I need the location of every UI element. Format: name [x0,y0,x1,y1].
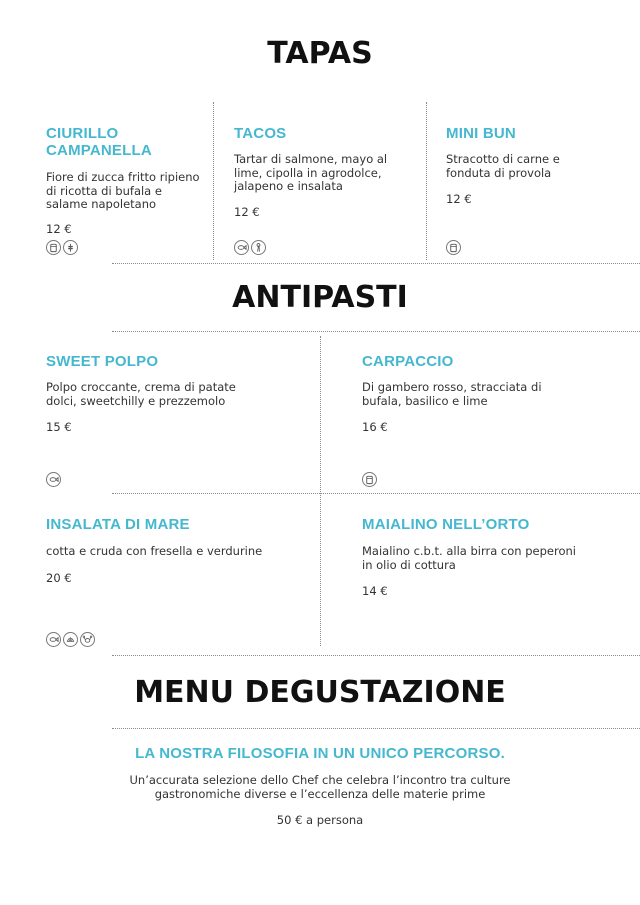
dish-desc-tacos: Tartar di salmone, mayo al lime, cipolla in agrodolce, jalapeno e insalata [234,152,388,193]
allergen-icons-carpaccio [362,472,377,487]
dish-price-carpaccio: 16 € [362,420,388,434]
dish-desc-carpaccio: Di gambero rosso, stracciata di bufala, basilico e lime [362,380,542,408]
dish-price-tacos: 12 € [234,205,260,219]
dish-desc-maialino: Maialino c.b.t. alla birra con peperoni in olio di cottura [362,544,576,572]
dish-price-ciurillo: 12 € [46,222,72,236]
allergen-icons-tacos [234,240,266,255]
antipasti-divider [320,336,321,646]
antipasti-middle-divider [112,493,640,494]
allergen-icons-mini-bun [446,240,461,255]
degustazione-desc-text: Un’accurata selezione dello Chef che celebra l’incontro tra culture gastronomiche diverse e l’eccellenza delle materie prime [129,773,511,801]
tapas-divider-1 [213,102,214,260]
degustazione-title: MENU DEGUSTAZIONE [134,675,506,710]
dish-title-insalata-di-mare: INSALATA DI MARE [46,516,190,533]
allergen-icons-ciurillo [46,240,78,255]
dish-desc-sweet-polpo: Polpo croccante, crema di patate dolci, sweetchilly e prezzemolo [46,380,236,408]
shellfish-icon [63,632,78,647]
dish-title-sweet-polpo: SWEET POLPO [46,353,159,370]
tapas-divider-2 [426,102,427,260]
crustacean-icon [80,632,95,647]
degustazione-divider [112,728,640,729]
jar-icon [46,240,61,255]
dish-price-maialino: 14 € [362,584,388,598]
dish-price-insalata-di-mare: 20 € [46,571,72,585]
dish-price-mini-bun: 12 € [446,192,472,206]
fish-icon [46,472,61,487]
degustazione-subtitle: LA NOSTRA FILOSOFIA IN UN UNICO PERCORSO. [135,745,505,762]
jar-icon [362,472,377,487]
fish-icon [46,632,61,647]
wheat-icon [63,240,78,255]
allergen-icons-insalata-di-mare [46,632,95,647]
antipasti-title: ANTIPASTI [232,280,408,315]
degustazione-desc [0,773,640,801]
dish-title-maialino: MAIALINO NELL’ORTO [362,516,530,533]
celery-icon [251,240,266,255]
dish-title-tacos: TACOS [234,125,287,142]
fish-icon [234,240,249,255]
jar-icon [446,240,461,255]
dish-title-ciurillo: CIURILLO CAMPANELLA [46,125,152,159]
tapas-title: TAPAS [267,36,373,71]
degustazione-price: 50 € a persona [276,813,364,827]
dish-price-sweet-polpo: 15 € [46,420,72,434]
dish-title-carpaccio: CARPACCIO [362,353,454,370]
antipasti-top-divider [112,331,640,332]
dish-desc-mini-bun: Stracotto di carne e fonduta di provola [446,152,560,180]
tapas-bottom-divider [112,263,640,264]
antipasti-bottom-divider [112,655,640,656]
dish-desc-ciurillo: Fiore di zucca fritto ripieno di ricotta di bufala e salame napoletano [46,170,200,211]
allergen-icons-sweet-polpo [46,472,61,487]
dish-desc-insalata-di-mare: cotta e cruda con fresella e verdurine [46,544,263,558]
dish-title-mini-bun: MINI BUN [446,125,516,142]
